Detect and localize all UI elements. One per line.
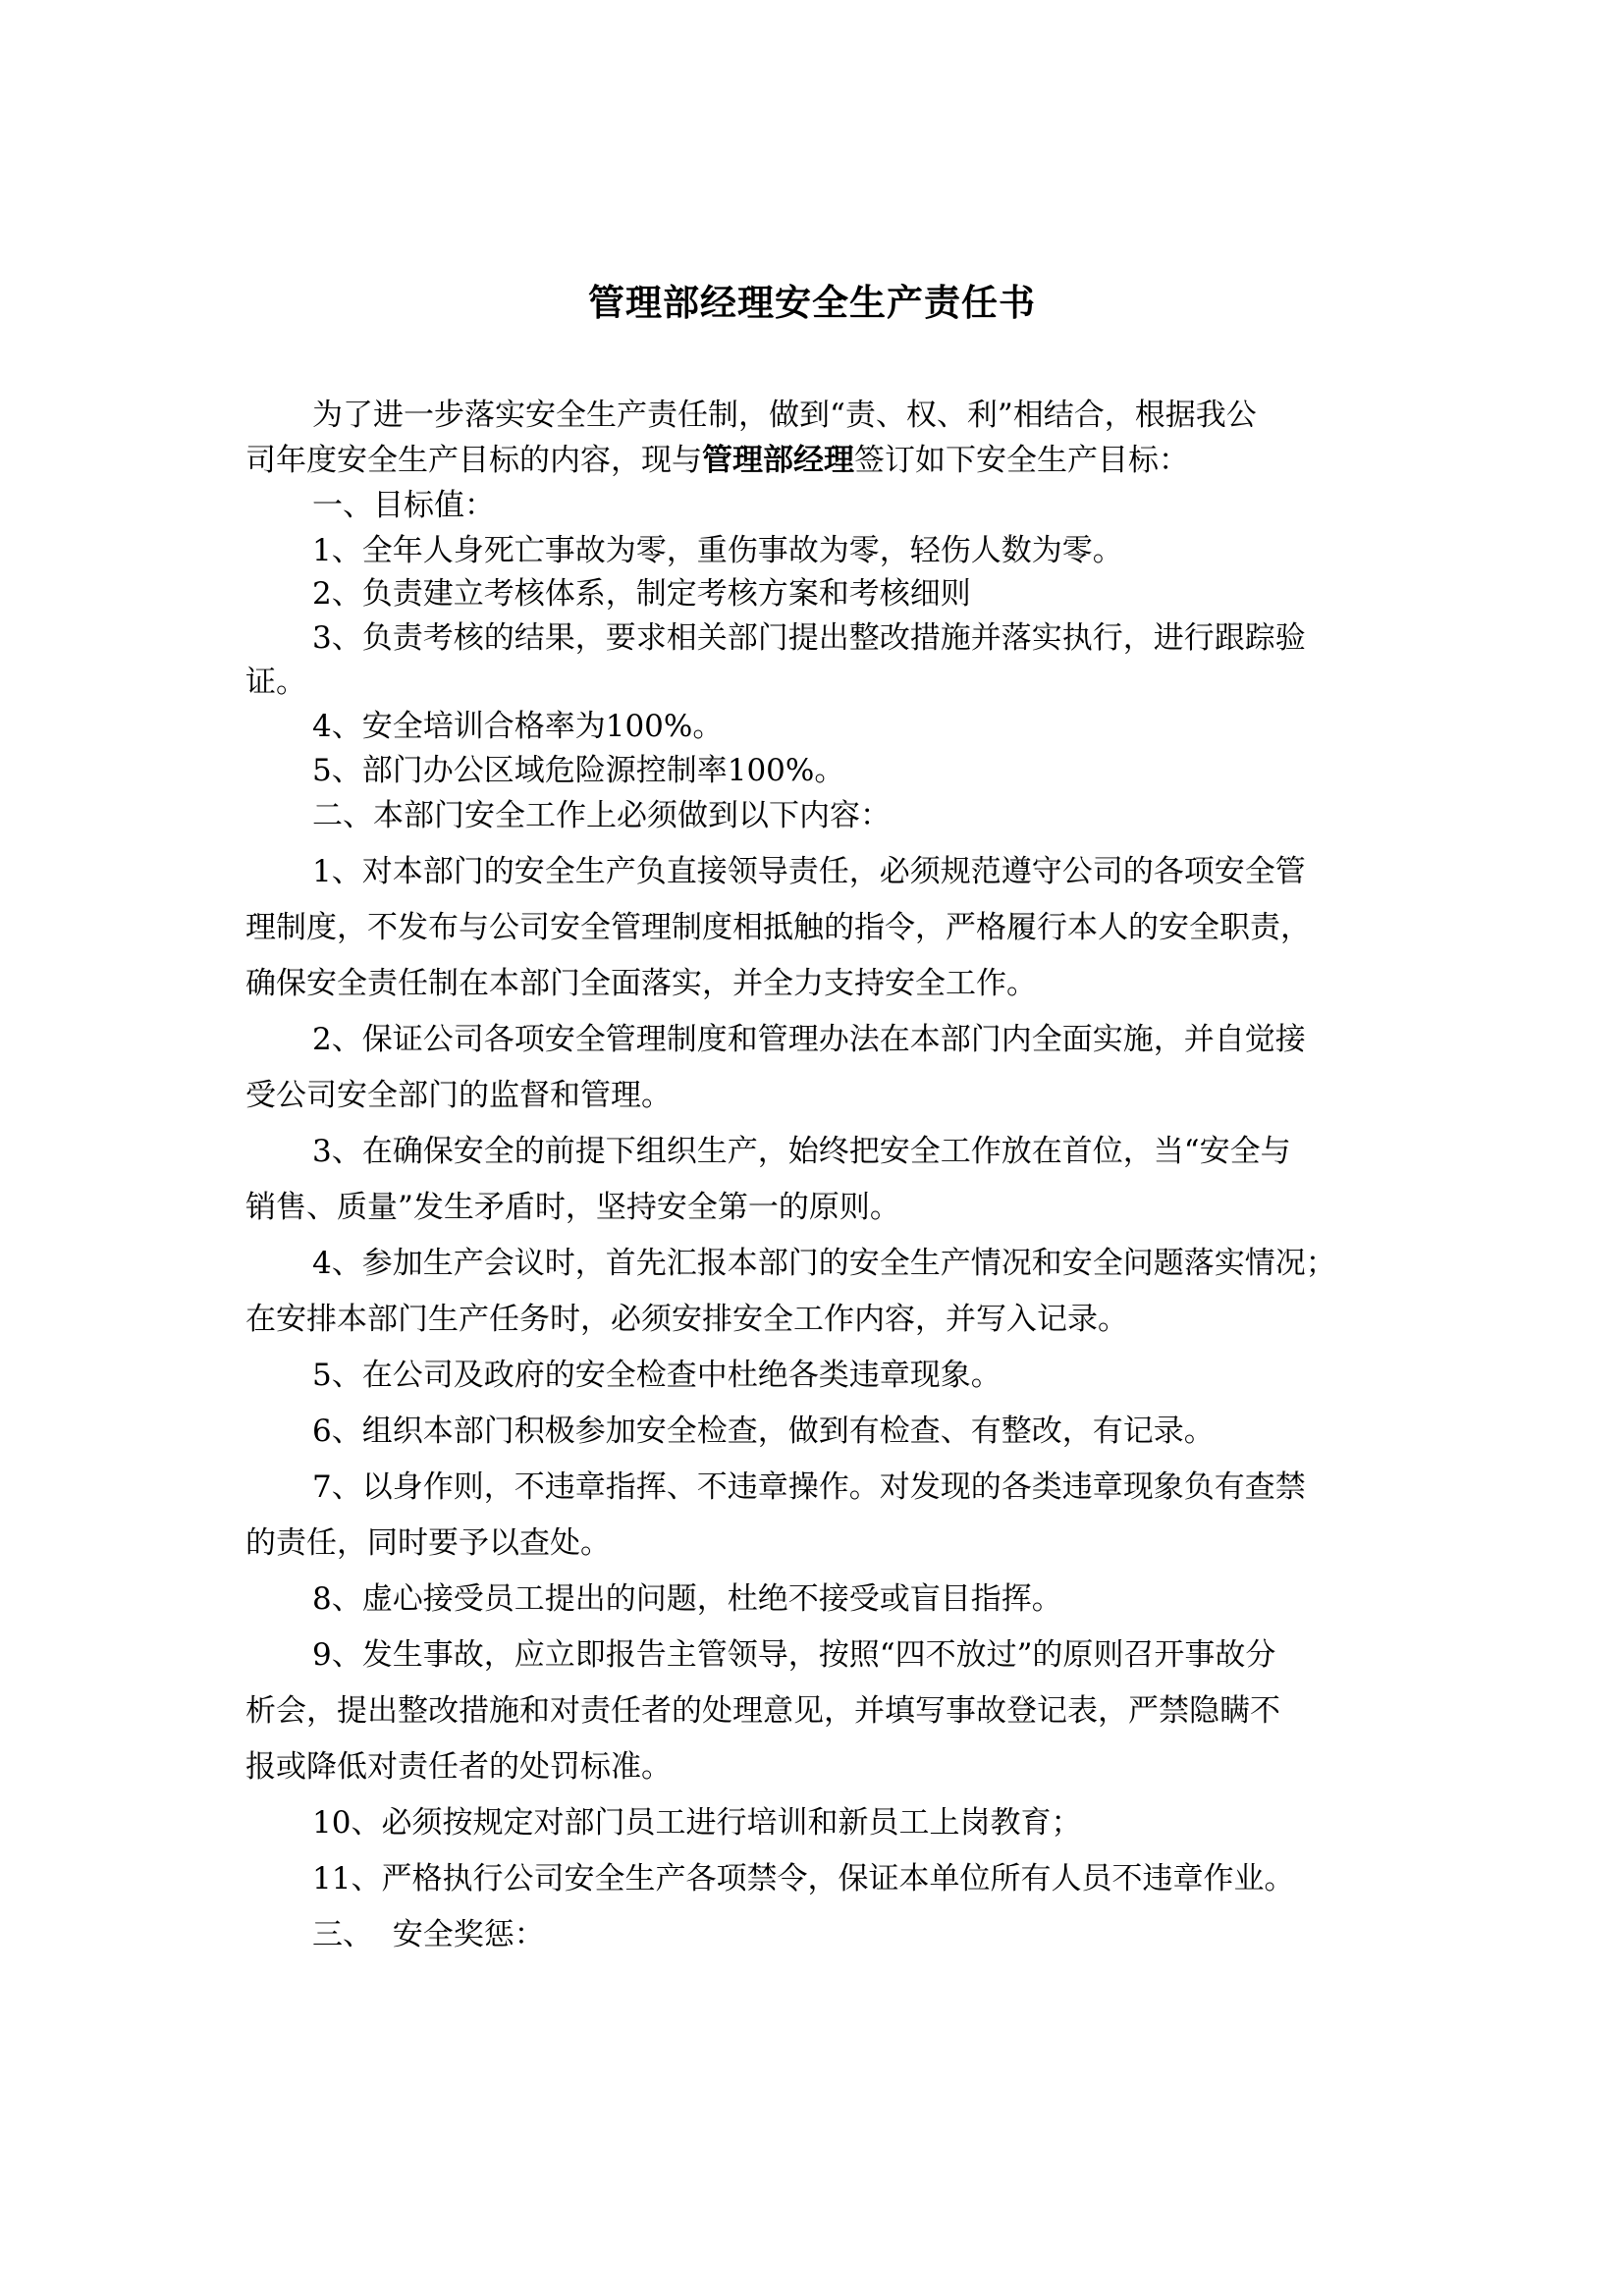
section2-line: 3、在确保安全的前提下组织生产，始终把安全工作放在首位，当“安全与 — [312, 1134, 1291, 1169]
recipient-title: 管理部经理 — [702, 443, 854, 478]
section2-line: 10、必须按规定对部门员工进行培训和新员工上岗教育； — [312, 1805, 1082, 1841]
intro-line-2-prefix: 司年度安全生产目标的内容，现与 — [245, 443, 702, 478]
section2-line: 析会，提出整改措施和对责任者的处理意见，并填写事故登记表，严禁隐瞒不 — [245, 1693, 1280, 1729]
section1-item-continuation: 证。 — [245, 665, 306, 700]
section2-line: 4、参加生产会议时，首先汇报本部门的安全生产情况和安全问题落实情况； — [312, 1246, 1336, 1281]
section2-line: 确保安全责任制在本部门全面落实，并全力支持安全工作。 — [245, 966, 1037, 1001]
intro-line-2-suffix: 签订如下安全生产目标： — [854, 443, 1189, 478]
section2-line: 2、保证公司各项安全管理制度和管理办法在本部门内全面实施，并自觉接 — [312, 1022, 1306, 1057]
section1-item: 1、全年人身死亡事故为零，重伤事故为零，轻伤人数为零。 — [312, 533, 1123, 568]
section1-item: 5、部门办公区域危险源控制率100%。 — [312, 753, 845, 788]
section2-line: 1、对本部门的安全生产负直接领导责任，必须规范遵守公司的各项安全管 — [312, 854, 1306, 889]
section2-line: 6、组织本部门积极参加安全检查，做到有检查、有整改，有记录。 — [312, 1414, 1215, 1449]
section2-line: 的责任，同时要予以查处。 — [245, 1525, 611, 1561]
section2-line: 9、发生事故，应立即报告主管领导，按照“四不放过”的原则召开事故分 — [312, 1637, 1276, 1673]
section1-item: 4、安全培训合格率为100%。 — [312, 709, 724, 744]
document-title: 管理部经理安全生产责任书 — [588, 281, 1036, 324]
section2-line: 销售、质量”发生矛盾时，坚持安全第一的原则。 — [245, 1190, 900, 1225]
section2-line: 11、严格执行公司安全生产各项禁令，保证本单位所有人员不违章作业。 — [312, 1861, 1295, 1896]
section2-line: 受公司安全部门的监督和管理。 — [245, 1078, 672, 1113]
section2-line: 5、在公司及政府的安全检查中杜绝各类违章现象。 — [312, 1358, 1001, 1393]
section2-line: 8、虚心接受员工提出的问题，杜绝不接受或盲目指挥。 — [312, 1581, 1062, 1617]
intro-line-2 — [245, 438, 1375, 483]
section3-heading: 三、 安全奖惩： — [312, 1917, 545, 1952]
section2-heading: 二、本部门安全工作上必须做到以下内容： — [312, 798, 891, 833]
section1-heading: 一、目标值： — [312, 488, 495, 523]
section2-line: 理制度，不发布与公司安全管理制度相抵触的指令，严格履行本人的安全职责， — [245, 910, 1311, 945]
section1-item: 2、负责建立考核体系，制定考核方案和考核细则 — [312, 576, 971, 612]
section2-line: 7、以身作则，不违章指挥、不违章操作。对发现的各类违章现象负有查禁 — [312, 1469, 1306, 1505]
section2-line: 报或降低对责任者的处罚标准。 — [245, 1749, 672, 1785]
intro-line-1: 为了进一步落实安全生产责任制，做到“责、权、利”相结合，根据我公 — [312, 398, 1257, 433]
section2-line: 在安排本部门生产任务时，必须安排安全工作内容，并写入记录。 — [245, 1302, 1128, 1337]
section1-item: 3、负责考核的结果，要求相关部门提出整改措施并落实执行，进行跟踪验 — [312, 620, 1306, 656]
